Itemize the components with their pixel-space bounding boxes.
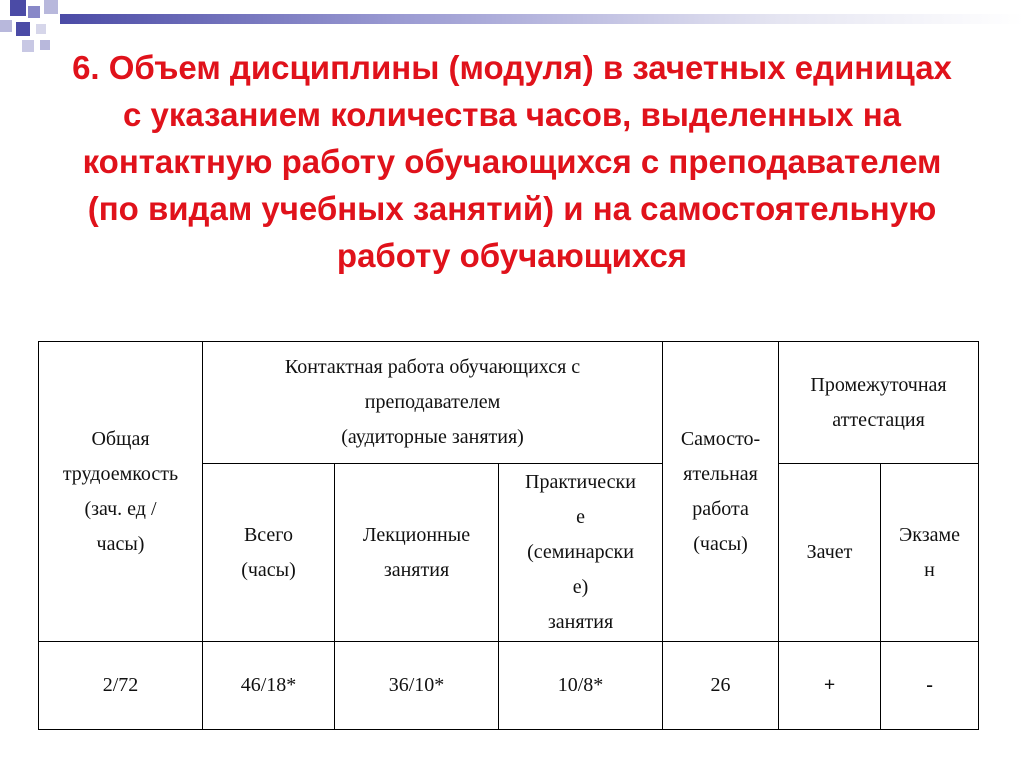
deco-square (36, 24, 46, 34)
cell-practical: 10/8* (499, 642, 663, 730)
header-lectures: Лекционные занятия (335, 464, 499, 642)
header-practical: Практически е (семинарски е) занятия (499, 464, 663, 642)
deco-square (0, 20, 12, 32)
header-self-study: Самосто- ятельная работа (часы) (663, 342, 779, 642)
header-attestation: Промежуточная аттестация (779, 342, 979, 464)
slide-title: 6. Объем дисциплины (модуля) в зачетных единицах с указанием количества часов, выделенных на контактную работу обучающихся с преподавателем (по видам учебных занятий) и на самостоятельную работу обучающихся (72, 49, 952, 274)
header-total-hours: Всего (часы) (203, 464, 335, 642)
deco-square (22, 40, 34, 52)
header-credit: Зачет (779, 464, 881, 642)
deco-gradient-bar (60, 14, 1024, 24)
cell-credit: + (779, 642, 881, 730)
deco-square (28, 6, 40, 18)
workload-table (38, 341, 979, 730)
cell-self-study: 26 (663, 642, 779, 730)
deco-square (10, 0, 26, 16)
cell-lectures: 36/10* (335, 642, 499, 730)
cell-total-hours: 46/18* (203, 642, 335, 730)
deco-square (44, 0, 58, 14)
cell-exam: - (881, 642, 979, 730)
header-exam: Экзаме н (881, 464, 979, 642)
header-contact-work: Контактная работа обучающихся с преподавателем (аудиторные занятия) (203, 342, 663, 464)
deco-square (16, 22, 30, 36)
deco-square (40, 40, 50, 50)
cell-total: 2/72 (39, 642, 203, 730)
header-total-workload: Общая трудоемкость (зач. ед / часы) (39, 342, 203, 642)
